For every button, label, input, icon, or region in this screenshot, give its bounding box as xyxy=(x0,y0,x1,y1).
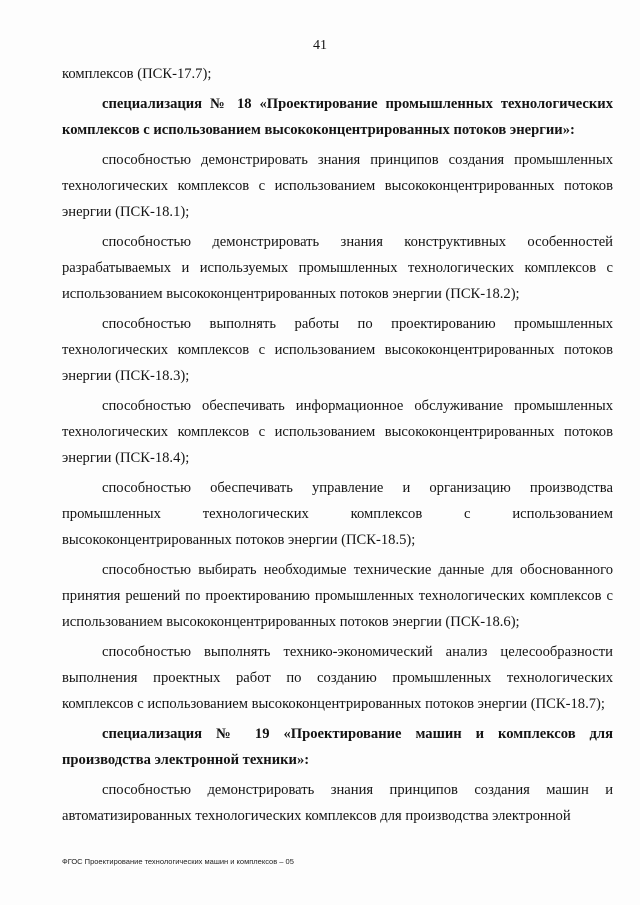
document-body xyxy=(62,61,613,829)
competence-psk-18-1: способностью демонстрировать знания принципов создания промышленных технологических комплексов с использованием высококонцентрированных потоков энергии (ПСК-18.1); xyxy=(62,152,613,220)
competence-psk-18-5: способностью обеспечивать управление и организацию производства промышленных технологических комплексов с использованием высококонцентрированных потоков энергии (ПСК-18.5); xyxy=(62,480,613,548)
competence-psk-18-4: способностью обеспечивать информационное обслуживание промышленных технологических комплексов с использованием высококонцентрированных потоков энергии (ПСК-18.4); xyxy=(62,398,613,466)
competence-psk-18-2: способностью демонстрировать знания конструктивных особенностей разрабатываемых и используемых промышленных технологических комплексов с использованием высококонцентрированных потоков энергии (ПСК-18.2); xyxy=(62,234,613,302)
competence-psk-18-7: способностью выполнять технико-экономический анализ целесообразности выполнения проектных работ по созданию промышленных технологических комплексов с использованием высококонцентрированных потоков энергии (ПСК-18.7); xyxy=(62,644,613,712)
competence-psk-19-1: способностью демонстрировать знания принципов создания машин и автоматизированных технологических комплексов для производства электронной xyxy=(62,782,613,824)
page-footer: ФГОС Проектирование технологических машин и комплексов – 05 xyxy=(62,857,294,866)
specialization-18-heading: специализация № 18 «Проектирование промышленных технологических комплексов с использованием высококонцентрированных потоков энергии»: xyxy=(62,96,613,138)
competence-psk-18-3: способностью выполнять работы по проектированию промышленных технологических комплексов с использованием высококонцентрированных потоков энергии (ПСК-18.3); xyxy=(62,316,613,384)
competence-psk-18-6: способностью выбирать необходимые технические данные для обоснованного принятия решений по проектированию промышленных технологических комплексов с использованием высококонцентрированных потоков энергии (ПСК-18.6); xyxy=(62,562,613,630)
page-number: 41 xyxy=(313,38,327,53)
paragraph-continuation: комплексов (ПСК-17.7); xyxy=(62,66,212,82)
specialization-19-heading: специализация № 19 «Проектирование машин и комплексов для производства электронной техники»: xyxy=(62,726,613,768)
